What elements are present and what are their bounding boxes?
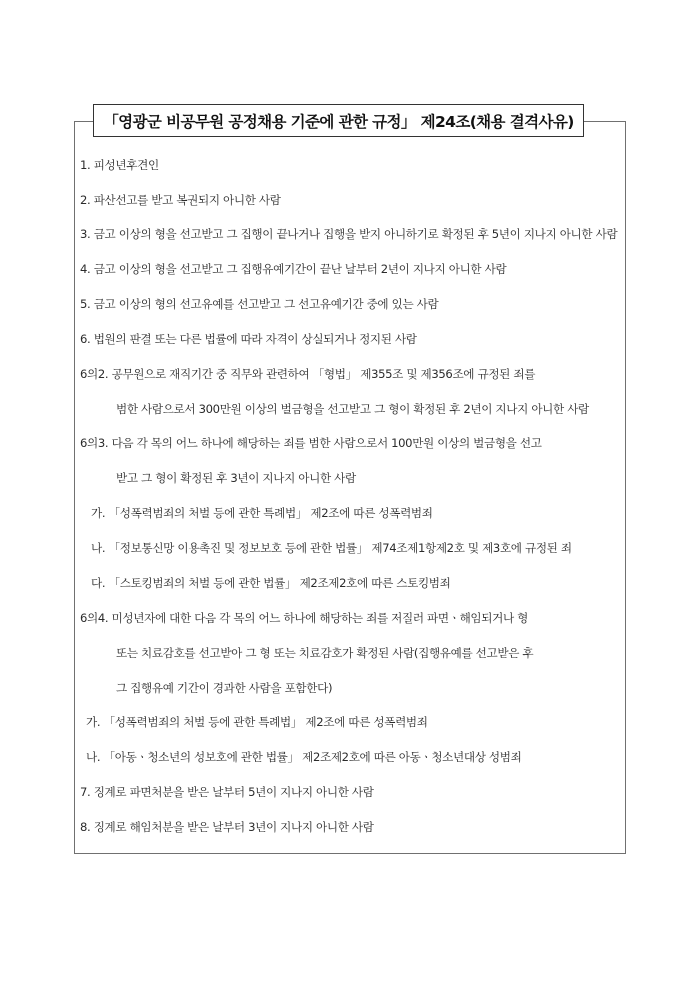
list-item-continuation: 범한 사람으로서 300만원 이상의 벌금형을 선고받고 그 형이 확정된 후 2년이 지나지 아니한 사람: [116, 402, 589, 416]
list-item: 6의4. 미성년자에 대한 다음 각 목의 어느 하나에 해당하는 죄를 저질러 파면ㆍ해임되거나 형: [80, 611, 528, 625]
list-item: 1. 피성년후견인: [80, 158, 159, 172]
list-item: 2. 파산선고를 받고 복권되지 아니한 사람: [80, 193, 281, 207]
list-item: 8. 징계로 해임처분을 받은 날부터 3년이 지나지 아니한 사람: [80, 820, 374, 834]
list-item: 3. 금고 이상의 형을 선고받고 그 집행이 끝나거나 집행을 받지 아니하기로 확정된 후 5년이 지나지 아니한 사람: [80, 227, 618, 241]
list-item: 5. 금고 이상의 형의 선고유예를 선고받고 그 선고유예기간 중에 있는 사람: [80, 297, 439, 311]
list-item: 6. 법원의 판결 또는 다른 법률에 따라 자격이 상실되거나 정지된 사람: [80, 332, 417, 346]
list-item: 4. 금고 이상의 형을 선고받고 그 집행유예기간이 끝난 날부터 2년이 지나지 아니한 사람: [80, 262, 507, 276]
list-item-continuation: 받고 그 형이 확정된 후 3년이 지나지 아니한 사람: [116, 471, 356, 485]
sub-item: 가. 「성폭력범죄의 처벌 등에 관한 특례법」 제2조에 따른 성폭력범죄: [86, 715, 428, 729]
sub-item: 다. 「스토킹범죄의 처벌 등에 관한 법률」 제2조제2호에 따른 스토킹범죄: [91, 576, 451, 590]
document-title: 「영광군 비공무원 공정채용 기준에 관한 규정」 제24조(채용 결격사유): [93, 104, 584, 137]
sub-item: 나. 「아동ㆍ청소년의 성보호에 관한 법률」 제2조제2호에 따른 아동ㆍ청소년대상 성범죄: [86, 750, 522, 764]
list-item: 6의2. 공무원으로 재직기간 중 직무와 관련하여 「형법」 제355조 및 제356조에 규정된 죄를: [80, 367, 536, 381]
list-item: 7. 징계로 파면처분을 받은 날부터 5년이 지나지 아니한 사람: [80, 785, 374, 799]
sub-item: 나. 「정보통신망 이용촉진 및 정보보호 등에 관한 법률」 제74조제1항제2호 및 제3호에 규정된 죄: [91, 541, 572, 555]
list-item-continuation: 그 집행유예 기간이 경과한 사람을 포함한다): [116, 681, 333, 695]
list-item-continuation: 또는 치료감호를 선고받아 그 형 또는 치료감호가 확정된 사람(집행유예를 선고받은 후: [116, 646, 534, 660]
sub-item: 가. 「성폭력범죄의 처벌 등에 관한 특례법」 제2조에 따른 성폭력범죄: [91, 506, 433, 520]
list-item: 6의3. 다음 각 목의 어느 하나에 해당하는 죄를 범한 사람으로서 100만원 이상의 벌금형을 선고: [80, 436, 542, 450]
